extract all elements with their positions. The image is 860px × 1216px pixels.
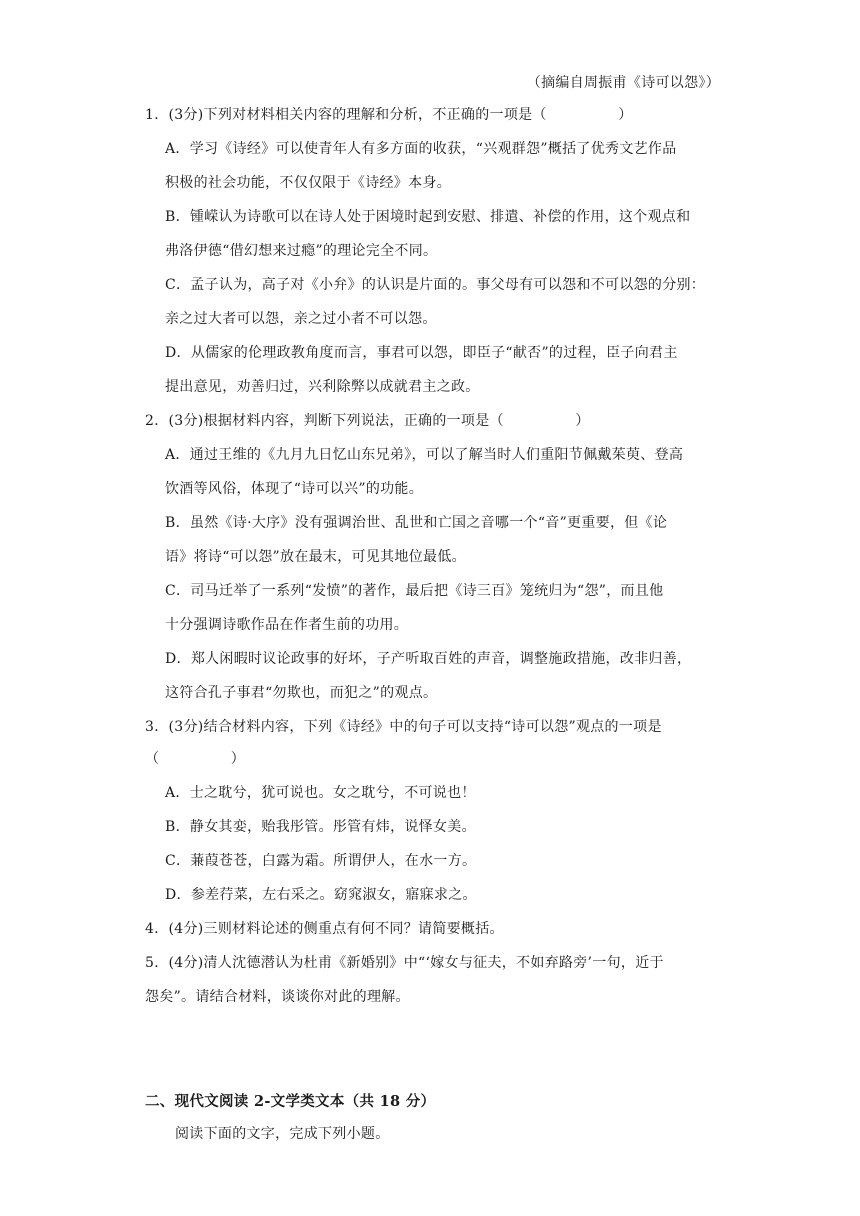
question-1-option-b: B．锺嵘认为诗歌可以在诗人处于困境时起到安慰、排遣、补偿的作用，这个观点和	[165, 209, 691, 225]
question-1-option-c: C．孟子认为，高子对《小弁》的认识是片面的。事父母有可以怨和不可以怨的分别：	[165, 277, 706, 293]
question-1-stem: 1．(3分)下列对材料相关内容的理解和分析，不正确的一项是（ ）	[145, 107, 633, 123]
question-2-option-b: B．虽然《诗·大序》没有强调治世、乱世和亡国之音哪一个“音”更重要，但《论	[165, 515, 668, 531]
question-2-option-a-cont: 饮酒等风俗，体现了“诗可以兴”的功能。	[165, 481, 424, 497]
question-1-option-d: D．从儒家的伦理政教角度而言，事君可以怨，即臣子“献否”的过程，臣子向君主	[165, 345, 678, 361]
section-2-heading: 二、现代文阅读 2-文学类文本（共 18 分）	[145, 1093, 436, 1110]
question-1-option-d-cont: 提出意见，劝善归过，兴利除弊以成就君主之政。	[165, 379, 480, 395]
question-3-option-b: B．静女其娈，贻我彤管。彤管有炜，说怿女美。	[165, 819, 476, 835]
question-2-option-c-cont: 十分强调诗歌作品在作者生前的功用。	[165, 617, 409, 633]
question-1-option-c-cont: 亲之过大者可以怨，亲之过小者不可以怨。	[165, 311, 437, 327]
question-2-option-d-cont: 这符合孔子事君“勿欺也，而犯之”的观点。	[165, 685, 438, 701]
source-note: （摘编自周振甫《诗可以怨》）	[526, 75, 720, 91]
question-2-option-d: D．郑人闲暇时议论政事的好坏，子产听取百姓的声音，调整施政措施，改非归善，	[165, 651, 692, 667]
question-5-stem-cont: 怨矣”。请结合材料，谈谈你对此的理解。	[145, 989, 410, 1005]
question-1-option-b-cont: 弗洛伊德“借幻想来过瘾”的理论完全不同。	[165, 243, 438, 259]
question-2-option-b-cont: 语》将诗“可以怨”放在最末，可见其地位最低。	[165, 549, 466, 565]
section-2-intro: 阅读下面的文字，完成下列小题。	[175, 1126, 390, 1142]
question-3-option-c: C．蒹葭苍苍，白露为霜。所谓伊人，在水一方。	[165, 853, 477, 869]
question-5-stem: 5．(4分)清人沈德潜认为杜甫《新婚别》中“‘嫁女与征夫，不如弃路旁’一句，近于	[145, 955, 664, 971]
question-3-stem: 3．(3分)结合材料内容，下列《诗经》中的句子可以支持“诗可以怨”观点的一项是	[145, 719, 662, 735]
question-4-stem: 4．(4分)三则材料论述的侧重点有何不同？请简要概括。	[145, 921, 504, 937]
question-1-option-a-cont: 积极的社会功能，不仅仅限于《诗经》本身。	[165, 175, 451, 191]
question-2-option-c: C．司马迁举了一系列“发愤”的著作，最后把《诗三百》笼统归为“怨”，而且他	[165, 583, 664, 599]
question-2-option-a: A．通过王维的《九月九日忆山东兄弟》，可以了解当时人们重阳节佩戴茱萸、登高	[165, 447, 684, 463]
question-1-option-a: A．学习《诗经》可以使青年人有多方面的收获，“兴观群怨”概括了优秀文艺作品	[165, 141, 677, 157]
question-3-option-a: A．士之耽兮，犹可说也。女之耽兮，不可说也！	[165, 785, 476, 801]
question-3-option-d: D．参差荇菜，左右采之。窈窕淑女，寤寐求之。	[165, 887, 477, 903]
question-3-stem-cont: （ ）	[145, 751, 246, 767]
question-2-stem: 2．(3分)根据材料内容，判断下列说法，正确的一项是（ ）	[145, 413, 590, 429]
